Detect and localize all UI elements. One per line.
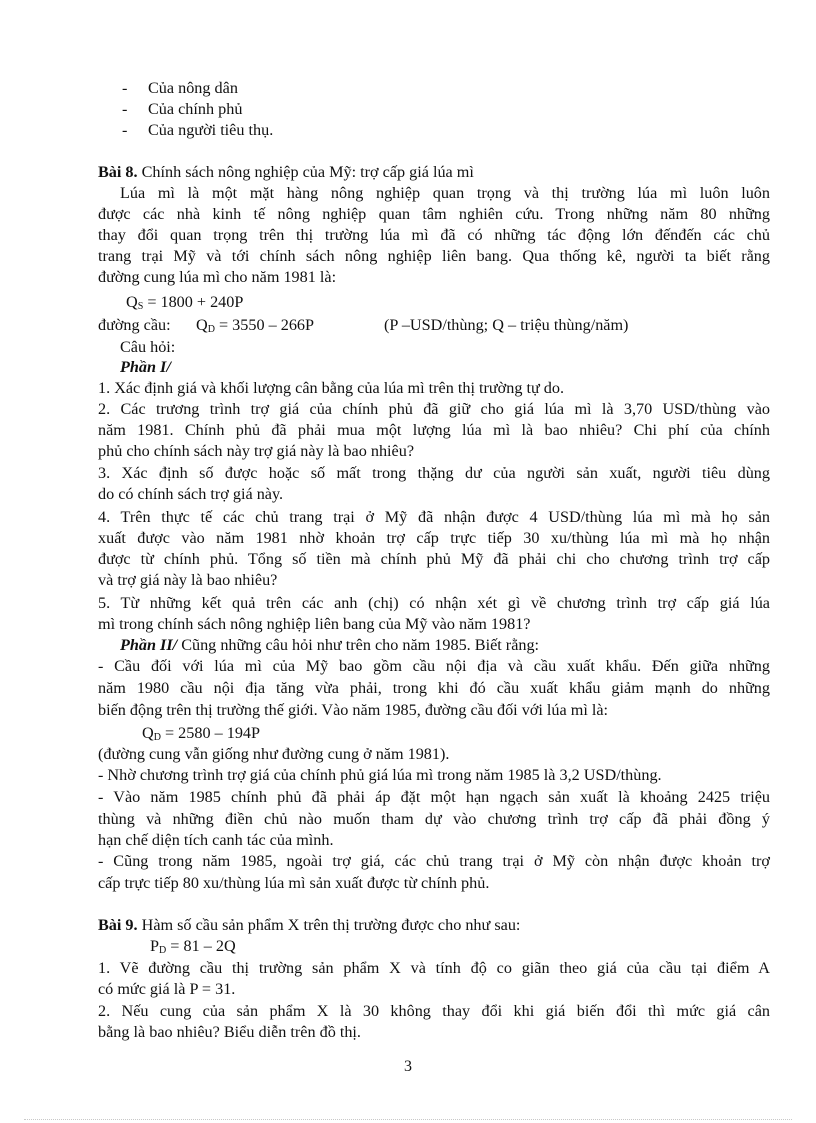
bai9-line: 1. Vẽ đường cầu thị trường sản phẩm X và tính độ co giãn theo giá của cầu tại điểm A <box>98 959 770 977</box>
bullet-item: - Của chính phủ <box>122 100 243 118</box>
part2-line: - Nhờ chương trình trợ giá của chính phủ giá lúa mì trong năm 1985 là 3,2 USD/thùng. <box>98 766 662 784</box>
units-note: (P –USD/thùng; Q – triệu thùng/năm) <box>384 316 629 334</box>
question-line: và trợ giá này là bao nhiêu? <box>98 571 278 589</box>
demand-equation: $Q_D = 3550 - 266P$ <box>196 316 315 335</box>
phan1-heading: Phần I/ <box>120 358 171 376</box>
demand-1985-equation: $Q_D = 2580 - 194P$ <box>142 724 261 743</box>
demand-prefix: đường cầu: <box>98 316 171 334</box>
question-line: do có chính sách trợ giá này. <box>98 485 284 503</box>
question-line: 4. Trên thực tế các chủ trang trại ở Mỹ đã nhận được 4 USD/thùng lúa mì mà họ sản <box>98 508 770 526</box>
bai9-line: 2. Nếu cung của sản phẩm X là 30 không thay đổi khi giá biến đổi thì mức giá cân <box>98 1002 770 1020</box>
part2-line: - Cầu đối với lúa mì của Mỹ bao gồm cầu nội địa và cầu xuất khẩu. Đến giữa những <box>98 657 770 675</box>
bai8-intro-line: đường cung lúa mì cho năm 1981 là: <box>98 268 337 286</box>
question-line: năm 1981. Chính phủ đã phải mua một lượng lúa mì là bao nhiêu? Chi phí của chính <box>98 421 770 439</box>
question-line: 2. Các trương trình trợ giá của chính phủ đã giữ cho giá lúa mì là 3,70 USD/thùng vào <box>98 400 770 418</box>
phan2-heading: Phần II/ Cũng những câu hỏi như trên cho năm 1985. Biết rằng: <box>120 636 540 654</box>
question-line: xuất được vào năm 1981 nhờ khoản trợ cấp trực tiếp 30 xu/thùng lúa mì mà họ nhận <box>98 529 770 547</box>
question-line: được từ chính phủ. Tổng số tiền mà chính phủ Mỹ đã phải chi cho chương trình trợ cấp <box>98 550 770 568</box>
bullet-item: - Của nông dân <box>122 79 238 97</box>
supply-equation: $Q_S = 1800 + 240P$ <box>126 293 244 312</box>
part2-line: cấp trực tiếp 80 xu/thùng lúa mì sản xuất được từ chính phủ. <box>98 874 490 892</box>
part2-line: - Vào năm 1985 chính phủ đã phải áp đặt một hạn ngạch sản xuất là khoảng 2425 triệu <box>98 788 770 806</box>
bai8-intro-line: trang trại Mỹ và tới chính sách nông nghiệp liên bang. Qua thống kê, người ta biết rằng <box>98 247 770 265</box>
part2-line: - Cũng trong năm 1985, ngoài trợ giá, các chủ trang trại ở Mỹ còn nhận được khoản trợ <box>98 852 770 870</box>
page-bottom-divider <box>24 1119 792 1120</box>
bai9-equation: $P_D = 81 - 2Q$ <box>150 937 236 956</box>
part2-line: biến động trên thị trường thế giới. Vào năm 1985, đường cầu đối với lúa mì là: <box>98 701 609 719</box>
part2-line: (đường cung vẫn giống như đường cung ở năm 1981). <box>98 745 450 763</box>
question-line: phủ cho chính sách này trợ giá này là bao nhiêu? <box>98 442 415 460</box>
bai9-line: bằng là bao nhiêu? Biểu diễn trên đồ thị. <box>98 1023 361 1041</box>
bullet-item: - Của người tiêu thụ. <box>122 121 274 139</box>
bai8-intro-line: được các nhà kinh tế nông nghiệp quan tâm nghiên cứu. Trong những năm 80 những <box>98 205 770 223</box>
page-number: 3 <box>404 1058 412 1075</box>
question-line: 5. Từ những kết quả trên các anh (chị) có nhận xét gì về chương trình trợ cấp giá lúa <box>98 594 770 612</box>
part2-line: hạn chế diện tích canh tác của mình. <box>98 831 334 849</box>
bai9-title: Bài 9. Hàm số cầu sản phẩm X trên thị trường được cho như sau: <box>98 916 521 934</box>
bai8-intro-line: Lúa mì là một mặt hàng nông nghiệp quan trọng và thị trường lúa mì luôn luôn <box>120 184 770 202</box>
bai9-line: có mức giá là P = 31. <box>98 980 236 998</box>
part2-line: thùng và những điền chủ nào muốn tham dự vào chương trình trợ cấp đã phải đồng ý <box>98 810 770 828</box>
question-line: 3. Xác định số được hoặc số mất trong thặng dư của người sản xuất, người tiêu dùng <box>98 464 770 482</box>
question-line: mì trong chính sách nông nghiệp liên bang của Mỹ vào năm 1981? <box>98 615 531 633</box>
question-line: 1. Xác định giá và khối lượng cân bằng của lúa mì trên thị trường tự do. <box>98 379 565 397</box>
part2-line: năm 1980 cầu nội địa tăng vừa phải, trong khi đó cầu xuất khẩu giảm mạnh do những <box>98 679 770 697</box>
bai8-intro-line: thay đổi quan trọng trên thị trường lúa mì đã có những tác động lớn đếnđến các chủ <box>98 226 770 244</box>
bai8-title: Bài 8. Chính sách nông nghiệp của Mỹ: trợ cấp giá lúa mì <box>98 163 474 181</box>
cau-hoi-label: Câu hỏi: <box>120 338 176 356</box>
